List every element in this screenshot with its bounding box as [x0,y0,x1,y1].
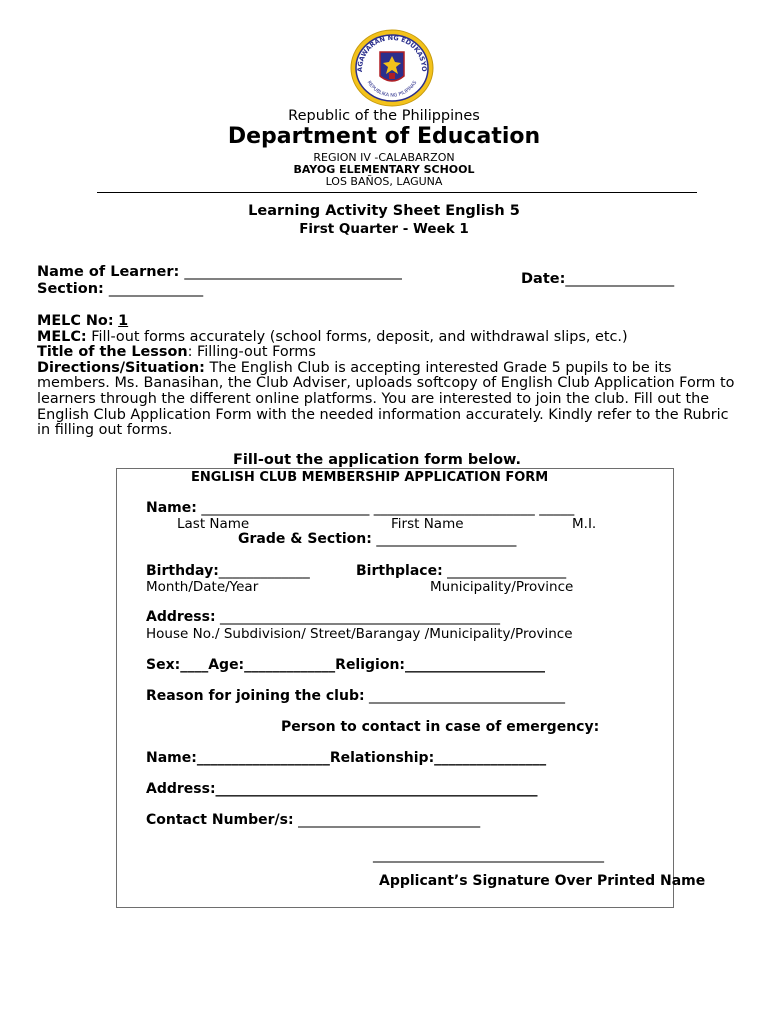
svg-text:KAGAWARAN NG EDUKASYON: AGAWARAN NG EDUKASYO [355,33,429,73]
lesson-title-text: : Filling-out Forms [187,344,316,361]
directions-line-3: learners through the different online platforms. You are interested to join the club. Fill out the [37,390,710,407]
emergency-heading: Person to contact in case of emergency: [281,719,600,735]
birthday-row [146,563,310,579]
applicant-name-row [146,500,574,516]
department-heading: Department of Education [227,124,541,149]
school-name: BAYOG ELEMENTARY SCHOOL [293,163,475,176]
melc-no-label: MELC No: [37,313,114,329]
learner-section-row [37,281,203,297]
melc-text: Fill-out forms accurately (school forms, deposit, and withdrawal slips, etc.) [91,328,628,345]
contact-number-line[interactable]: __________________________ [298,812,481,828]
school-location: LOS BAÑOS, LAGUNA [325,175,443,188]
grade-section-line[interactable]: ____________________ [376,531,517,547]
grade-section-row [238,531,516,547]
reason-label: Reason for joining the club: [146,688,365,704]
birthplace-line[interactable]: _________________ [447,563,567,579]
birthplace-row [356,563,566,579]
birthday-line[interactable]: _____________ [218,563,310,579]
reason-row [146,688,565,704]
applicant-name-lines[interactable]: ________________________ _______________________ _____ [201,500,575,516]
republic-heading: Republic of the Philippines [288,108,480,124]
melc-row [37,330,737,346]
first-name-hint: First Name [391,516,464,532]
directions-line-5: in filling out forms. [37,422,173,439]
learner-name-row [37,264,402,280]
directions-label: Directions/Situation: [37,359,205,376]
applicant-name-label: Name: [146,500,197,516]
deped-seal-logo [349,28,435,108]
learner-section-label: Section: [37,281,104,297]
address-hint: House No./ Subdivision/ Street/Barangay /Municipality/Province [146,626,573,642]
birthplace-hint: Municipality/Province [430,579,574,595]
reason-line[interactable]: ____________________________ [369,688,566,704]
lesson-title-label: Title of the Lesson [37,344,188,361]
signature-label: Applicant’s Signature Over Printed Name [379,873,706,889]
date-line[interactable]: _______________ [565,271,675,287]
birthday-hint: Month/Date/Year [146,579,259,595]
birthday-label: Birthday: [146,563,219,579]
sheet-title: Learning Activity Sheet English 5 [248,203,520,219]
directions-line-2: members. Ms. Banasihan, the Club Adviser, uploads softcopy of English Club Application Form to [37,375,735,392]
last-name-hint: Last Name [177,516,250,532]
address-label: Address: [146,609,216,625]
learner-name-label: Name of Learner: [37,264,180,280]
date-row [521,271,674,287]
emergency-name-row[interactable]: Name:___________________Relationship:________________ [146,750,547,766]
signature-line[interactable]: _________________________________ [373,847,604,863]
address-row [146,609,500,625]
form-title: ENGLISH CLUB MEMBERSHIP APPLICATION FORM [191,470,549,485]
date-label: Date: [521,271,566,287]
svg-text:REPUBLIKA NG PILIPINAS: REPUBLIKA NG PILIPINAS [365,80,419,99]
address-line[interactable]: ________________________________________ [220,609,500,625]
melc-label: MELC: [37,328,87,345]
learner-name-line[interactable]: ______________________________ [184,264,402,280]
learner-section-line[interactable]: _____________ [108,281,204,297]
form-instruction: Fill-out the application form below. [233,452,522,468]
sheet-quarter: First Quarter - Week 1 [299,221,469,237]
lesson-title-row [37,345,737,361]
region-text: REGION IV -CALABARZON [313,151,455,164]
directions-row [37,361,737,377]
directions-line-4: English Club Application Form with the needed information accurately. Kindly refer to the Rubric [37,406,729,423]
directions-line-1: The English Club is accepting interested Grade 5 pupils to be its [204,359,672,376]
melc-no-value: 1 [118,313,129,329]
grade-section-label: Grade & Section: [238,531,372,547]
header-divider [97,192,697,193]
melc-no-row [37,314,737,330]
sex-age-religion-row[interactable]: Sex:____Age:_____________Religion:____________________ [146,657,546,673]
contact-number-row [146,812,480,828]
melc-block [37,314,737,439]
emergency-address-row[interactable]: Address:______________________________________________ [146,781,538,797]
contact-number-label: Contact Number/s: [146,812,294,828]
birthplace-label: Birthplace: [356,563,443,579]
mi-hint: M.I. [572,516,597,532]
